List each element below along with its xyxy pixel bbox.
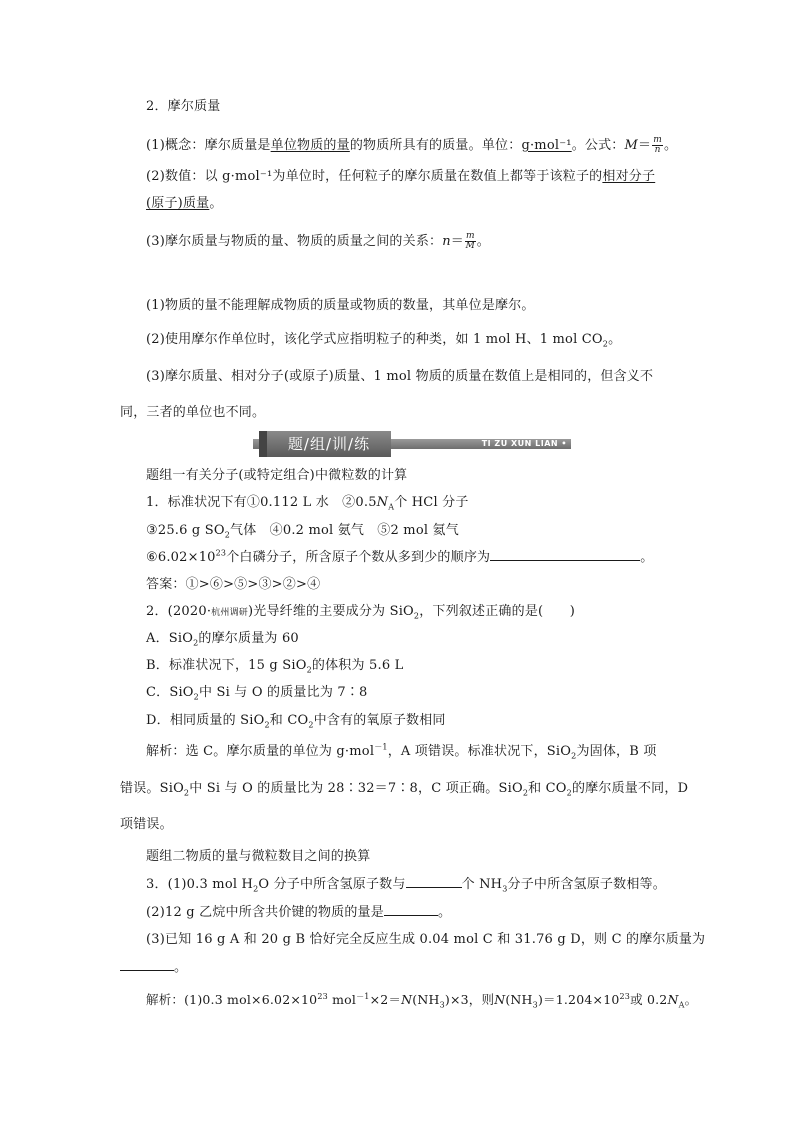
relation-paragraph: (3)摩尔质量与物质的量、物质的质量之间的关系：n＝ $\frac{m}{M}$ 。: [146, 231, 490, 251]
concept-paragraph: (1)概念：摩尔质量是单位物质的量的物质所具有的质量。单位：g·mol⁻¹。公式：M＝ $\frac{m}{n}$ 。: [146, 135, 678, 155]
value-paragraph-line2: (原子)质量。: [146, 196, 223, 211]
note-3-line1: (3)摩尔质量、相对分子(或原子)质量、1 mol 物质的质量在数值上是相同的，但含义不: [146, 369, 654, 384]
explanation-3: 解析：(1)0.3 $mol\times 6.02\times 10^{23}$ $mol^{-1}\times 2=N(NH_3)\times 3$，则$N(NH_3)=1.204\times 10^{23}$或 $0.2N_A$。: [146, 991, 698, 1010]
note-1: (1)物质的量不能理解成物质的质量或物质的数量，其单位是摩尔。: [146, 298, 535, 313]
banner-english: TI ZU XUN LIAN •: [481, 439, 567, 448]
answer-1: 答案：①>⑥>⑤>③>②>④: [146, 577, 321, 592]
group2-title: 题组二物质的量与微粒数目之间的换算: [146, 849, 371, 864]
option-c: C．SiO$_2$中 Si 与 O 的质量比为 7∶8: [146, 685, 368, 702]
note-2: (2)使用摩尔作单位时，该化学式应指明粒子的种类，如 1 mol H、1 mol $CO_2$。: [146, 332, 622, 349]
question-1-line3: $⑥6.02\times 10^{23}$个白磷分子，所含原子个数从多到少的顺序为 。: [146, 548, 654, 565]
question-1-line1: 1．标准状况下有①0.112 L 水 $②0.5N_A$个 HCl 分子: [146, 495, 469, 512]
answer-blank[interactable]: [120, 958, 174, 971]
question-3-line1: 3．(1)0.3 mol $H_2O$ 分子中所含氢原子数与 个 $NH_3$分子中所含氢原子数相等。: [146, 877, 666, 894]
option-d: D．相同质量的 SiO$_2$和 $CO_2$中含有的氧原子数相同: [146, 713, 446, 730]
option-a: A．SiO$_2$的摩尔质量为 60: [146, 631, 299, 648]
answer-blank[interactable]: [490, 548, 640, 561]
relation-fraction: $\frac{m}{M}$: [465, 231, 476, 251]
value-paragraph-line1: (2)数值：以 g·mol⁻¹为单位时，任何粒子的摩尔质量在数值上都等于该粒子的相对分子: [146, 169, 656, 184]
answer-blank[interactable]: [384, 903, 438, 916]
question-2: 2．(2020·杭州调研)光导纤维的主要成分为 SiO$_2$，下列叙述正确的是( ): [146, 604, 575, 621]
formula-fraction: $\frac{m}{n}$: [653, 135, 662, 155]
question-3-line4: 。: [120, 958, 187, 977]
option-b: B．标准状况下，15 g SiO$_2$的体积为 5.6 L: [146, 658, 404, 675]
note-3-line2: 同，三者的单位也不同。: [120, 405, 266, 420]
question-3-line2: (2)12 g 乙烷中所含共价键的物质的量是 。: [146, 905, 452, 920]
exercise-banner: [253, 431, 571, 457]
question-3-line3: (3)已知 16 g A 和 20 g B 恰好完全反应生成 0.04 mol C 和 31.76 g D，则 C 的摩尔质量为: [146, 932, 706, 947]
group1-title: 题组一有关分子(或特定组合)中微粒数的计算: [146, 468, 408, 483]
explanation-2-line2: 错误。SiO$_2$中 Si 与 O 的质量比为 28∶32＝7∶8，C 项正确。SiO$_2$和 $CO_2$的摩尔质量不同，D: [120, 781, 689, 798]
section-heading: 2．摩尔质量: [146, 99, 221, 114]
explanation-2-line3: 项错误。: [120, 817, 173, 832]
answer-blank[interactable]: [406, 875, 462, 888]
explanation-2-line1: 解析：选 C。摩尔质量的单位为 g·mol$^{-1}$，A 项错误。标准状况下，SiO$_2$为固体，B 项: [146, 742, 657, 761]
question-1-line2: ③25.6 g $SO_2$气体 ④0.2 mol 氨气 ⑤2 mol 氦气: [146, 523, 459, 540]
banner-label: 题/组/训/练: [267, 431, 391, 457]
